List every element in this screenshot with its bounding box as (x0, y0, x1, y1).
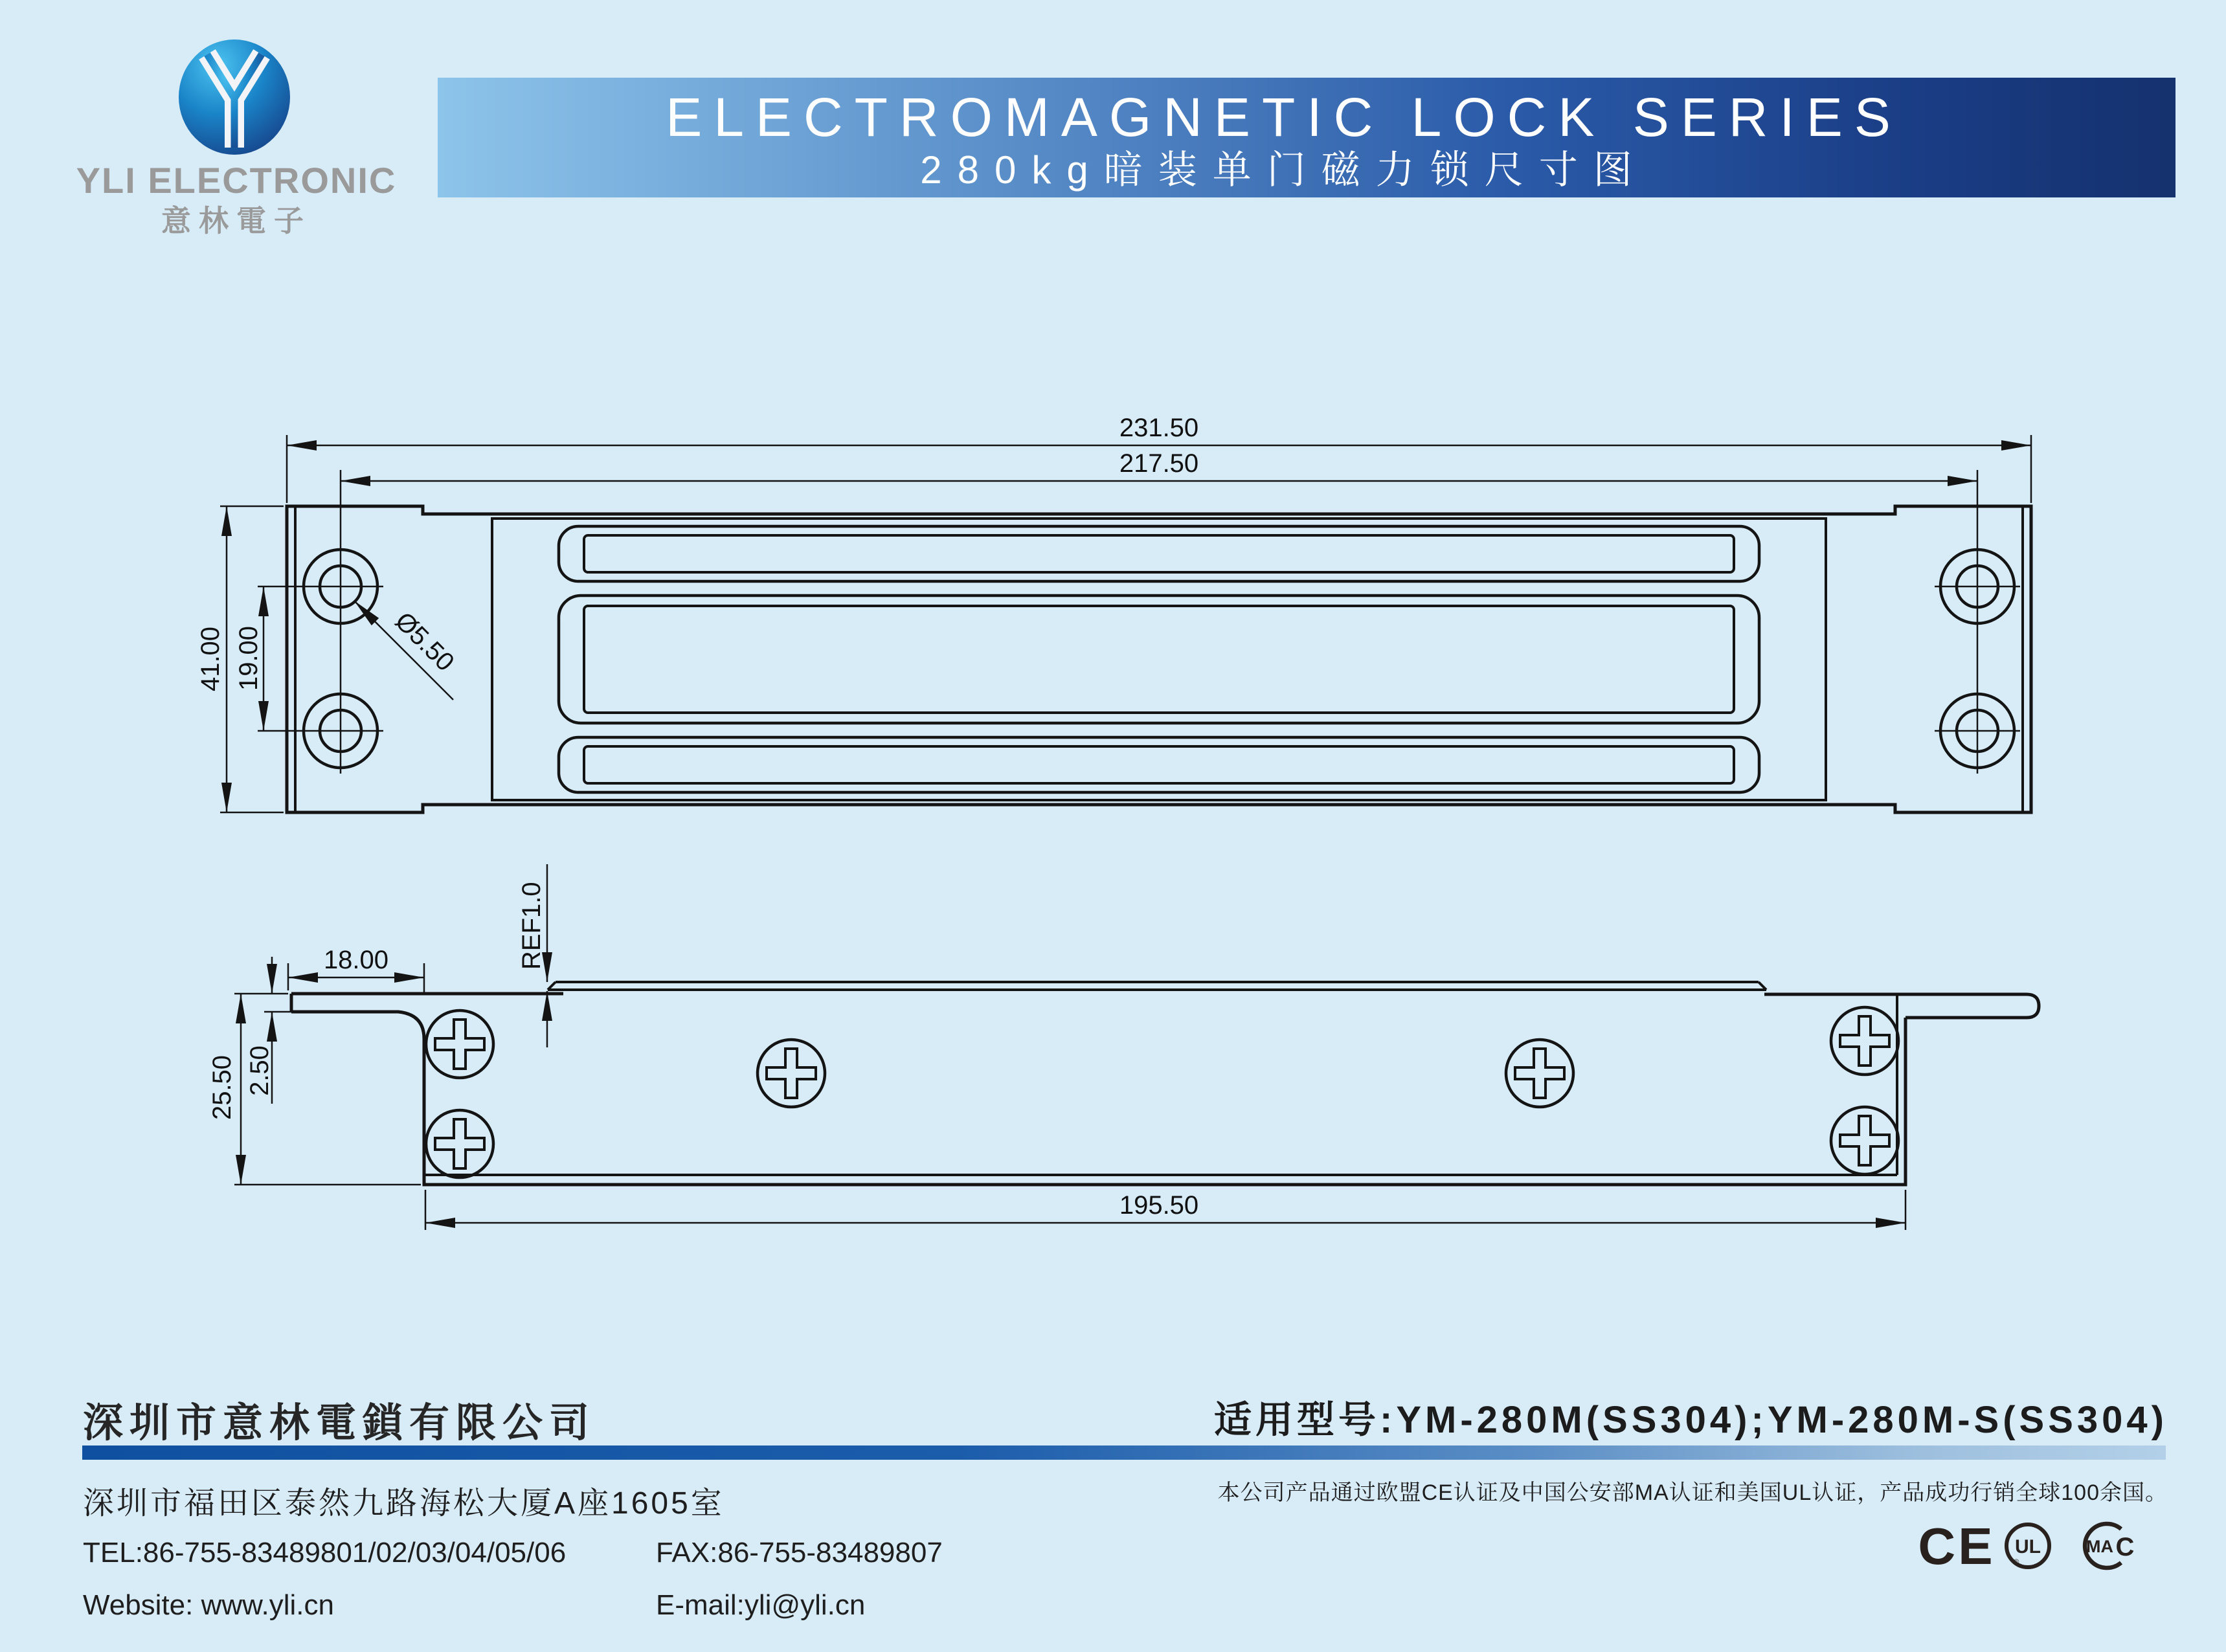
svg-text:MA: MA (2086, 1537, 2113, 1556)
company-name-cn: 意林電子 (161, 204, 311, 238)
company-name-en: YLI ELECTRONIC (76, 160, 397, 201)
footer-fax: FAX:86-755-83489807 (656, 1537, 943, 1568)
footer-email: E-mail:yli@yli.cn (656, 1589, 866, 1621)
dim-hole-spacing: 19.00 (234, 625, 263, 691)
ma-mark-icon (2085, 1524, 2134, 1568)
banner-subtitle: 280kg暗装单门磁力锁尺寸图 (920, 148, 1648, 192)
dim-plate-thickness: REF1.0 (517, 882, 546, 970)
dim-lip-length: 18.00 (323, 946, 389, 974)
dim-side-height: 25.50 (208, 1055, 236, 1121)
svg-text:UL: UL (2015, 1536, 2041, 1557)
footer-company-name: 深圳市意林電鎖有限公司 (83, 1401, 596, 1446)
ce-mark-icon (1918, 1517, 1995, 1575)
footer-tel: TEL:86-755-83489801/02/03/04/05/06 (83, 1537, 567, 1568)
footer-website: Website: www.yli.cn (83, 1589, 334, 1621)
svg-text:C: C (2115, 1533, 2135, 1561)
dim-total-width: 231.50 (1119, 414, 1199, 442)
dim-hole-span: 217.50 (1119, 449, 1199, 478)
banner-title: ELECTROMAGNETIC LOCK SERIES (666, 86, 1902, 148)
dim-body-length: 195.50 (1119, 1191, 1199, 1220)
dim-body-height: 41.00 (196, 626, 225, 692)
ul-mark-icon (2007, 1524, 2049, 1567)
footer-address: 深圳市福田区泰然九路海松大厦A座1605室 (83, 1486, 725, 1521)
svg-text:CE: CE (1918, 1517, 1996, 1575)
footer-model-line: 适用型号:YM-280M(SS304);YM-280M-S(SS304) (1214, 1399, 2168, 1441)
footer-cert-note: 本公司产品通过欧盟CE认证及中国公安部MA认证和美国UL认证，产品成功行销全球100余国。 (1217, 1480, 2168, 1505)
dim-lip-offset: 2.50 (245, 1045, 274, 1096)
svg-text:®: ® (2013, 1557, 2019, 1567)
dim-hole-diameter: Ø5.50 (389, 607, 460, 677)
